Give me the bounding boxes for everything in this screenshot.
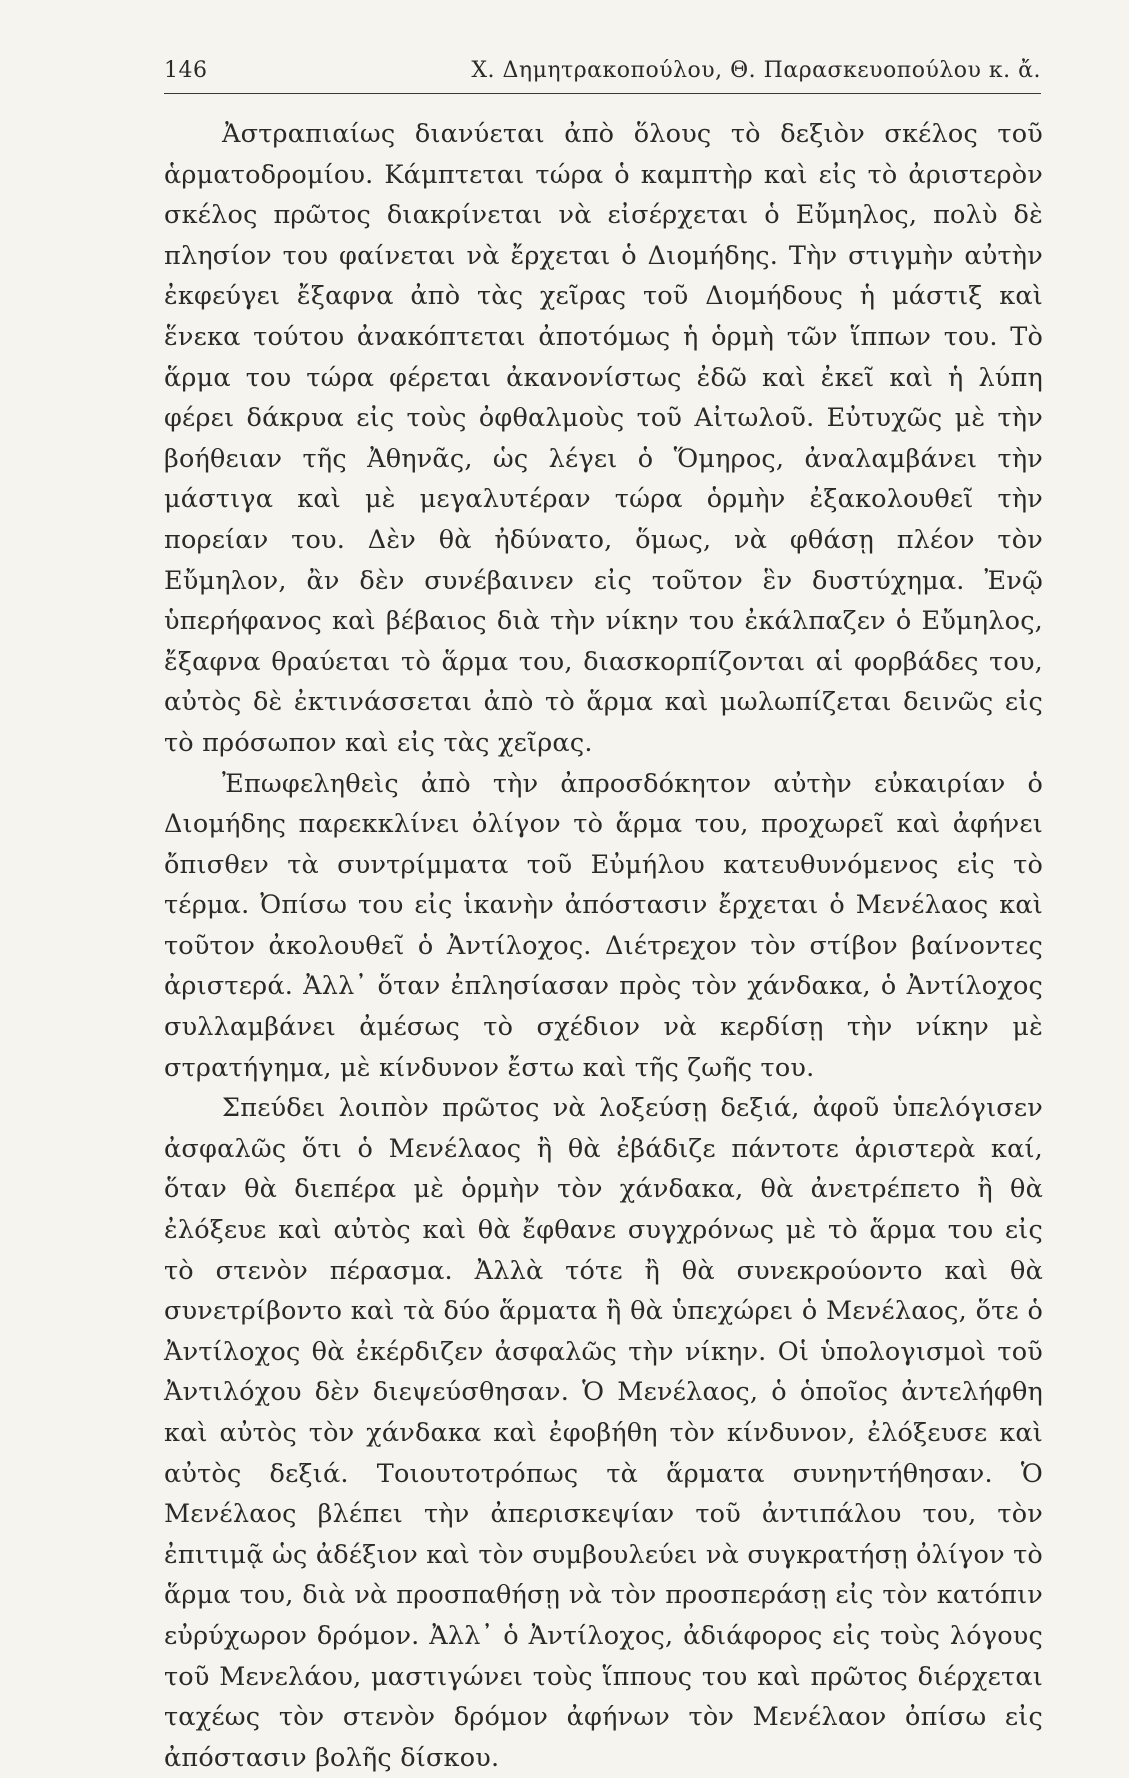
running-head: [164, 58, 1041, 94]
running-head-title: Χ. Δημητρακοπούλου, Θ. Παρασκευοπούλου κ. ἄ.: [471, 58, 1041, 83]
paragraph-3: Σπεύδει λοιπὸν πρῶτος νὰ λοξεύσῃ δεξιά, ἀφοῦ ὑπελόγισεν ἀσφαλῶς ὅτι ὁ Μενέλαος ἢ θὰ ἐβάδιζε πάντοτε ἀριστερὰ καί, ὅταν θὰ διεπέρα μὲ ὁρμὴν τὸν χάνδακα, θὰ ἀνετρέπετο ἢ θὰ ἐλόξευε καὶ αὐτὸς καὶ θὰ ἔφθανε συγχρόνως μὲ τὸ ἅρμα του εἰς τὸ στενὸν πέρασμα. Ἀλλὰ τότε ἢ θὰ συνεκρούοντο καὶ θὰ συνετρίβοντο καὶ τὰ δύο ἅρματα ἢ θὰ ὑπεχώρει ὁ Μενέλαος, ὅτε ὁ Ἀντίλοχος θὰ ἐκέρδιζεν ἀσφαλῶς τὴν νίκην. Οἱ ὑπολογισμοὶ τοῦ Ἀντιλόχου δὲν διεψεύσθησαν. Ὁ Μενέλαος, ὁ ὁποῖος ἀντελήφθη καὶ αὐτὸς τὸν χάνδακα καὶ ἐφοβήθη τὸν κίνδυνον, ἐλόξευσε καὶ αὐτὸς δεξιά. Τοιουτοτρόπως τὰ ἅρματα συνηντήθησαν. Ὁ Μενέλαος βλέπει τὴν ἀπερισκεψίαν τοῦ ἀντιπάλου του, τὸν ἐπιτιμᾷ ὡς ἀδέξιον καὶ τὸν συμβουλεύει νὰ συγκρατήσῃ ὀλίγον τὸ ἅρμα του, διὰ νὰ προσπαθήσῃ νὰ τὸν προσπεράσῃ εἰς τὸν κατόπιν εὐρύχωρον δρόμον. Ἀλλ᾽ ὁ Ἀντίλοχος, ἀδιάφορος εἰς τοὺς λόγους τοῦ Μενελάου, μαστιγώνει τοὺς ἵππους του καὶ πρῶτος διέρχεται ταχέως τὸν στενὸν δρόμον ἀφήνων τὸν Μενέλαον ὀπίσω εἰς ἀπόστασιν βολῆς δίσκου.: [164, 1093, 1043, 1773]
page-number: 146: [164, 58, 208, 83]
paragraph-1: Ἀστραπιαίως διανύεται ἀπὸ ὅλους τὸ δεξιὸν σκέλος τοῦ ἁρματοδρομίου. Κάμπτεται τώρα ὁ καμπτὴρ καὶ εἰς τὸ ἀριστερὸν σκέλος πρῶτος διακρίνεται νὰ εἰσέρχεται ὁ Εὔμηλος, πολὺ δὲ πλησίον του φαίνεται νὰ ἔρχεται ὁ Διομήδης. Τὴν στιγμὴν αὐτὴν ἐκφεύγει ἔξαφνα ἀπὸ τὰς χεῖρας τοῦ Διομήδους ἡ μάστιξ καὶ ἕνεκα τούτου ἀνακόπτεται ἀποτόμως ἡ ὁρμὴ τῶν ἵππων του. Τὸ ἅρμα του τώρα φέρεται ἀκανονίστως ἐδῶ καὶ ἐκεῖ καὶ ἡ λύπη φέρει δάκρυα εἰς τοὺς ὀφθαλμοὺς τοῦ Αἰτωλοῦ. Εὐτυχῶς μὲ τὴν βοήθειαν τῆς Ἀθηνᾶς, ὡς λέγει ὁ Ὅμηρος, ἀναλαμβάνει τὴν μάστιγα καὶ μὲ μεγαλυτέραν τώρα ὁρμὴν ἐξακολουθεῖ τὴν πορείαν του. Δὲν θὰ ἠδύνατο, ὅμως, νὰ φθάσῃ πλέον τὸν Εὔμηλον, ἂν δὲν συνέβαινεν εἰς τοῦτον ἓν δυστύχημα. Ἐνῷ ὑπερήφανος καὶ βέβαιος διὰ τὴν νίκην του ἐκάλπαζεν ὁ Εὔμηλος, ἔξαφνα θραύεται τὸ ἅρμα του, διασκορπίζονται αἱ φορβάδες του, αὐτὸς δὲ ἐκτινάσσεται ἀπὸ τὸ ἅρμα καὶ μωλωπίζεται δεινῶς εἰς τὸ πρόσωπον καὶ εἰς τὰς χεῖρας.: [164, 119, 1043, 758]
body-text: [164, 114, 1043, 1778]
paragraph-2: Ἐπωφεληθεὶς ἀπὸ τὴν ἀπροσδόκητον αὐτὴν εὐκαιρίαν ὁ Διομήδης παρεκκλίνει ὀλίγον τὸ ἅρμα του, προχωρεῖ καὶ ἀφήνει ὄπισθεν τὰ συντρίμματα τοῦ Εὐμήλου κατευθυνόμενος εἰς τὸ τέρμα. Ὀπίσω του εἰς ἱκανὴν ἀπόστασιν ἔρχεται ὁ Μενέλαος καὶ τοῦτον ἀκολουθεῖ ὁ Ἀντίλοχος. Διέτρεχον τὸν στίβον βαίνοντες ἀριστερά. Ἀλλ᾽ ὅταν ἐπλησίασαν πρὸς τὸν χάνδακα, ὁ Ἀντίλοχος συλλαμβάνει ἀμέσως τὸ σχέδιον νὰ κερδίσῃ τὴν νίκην μὲ στρατήγημα, μὲ κίνδυνον ἔστω καὶ τῆς ζωῆς του.: [164, 768, 1043, 1083]
